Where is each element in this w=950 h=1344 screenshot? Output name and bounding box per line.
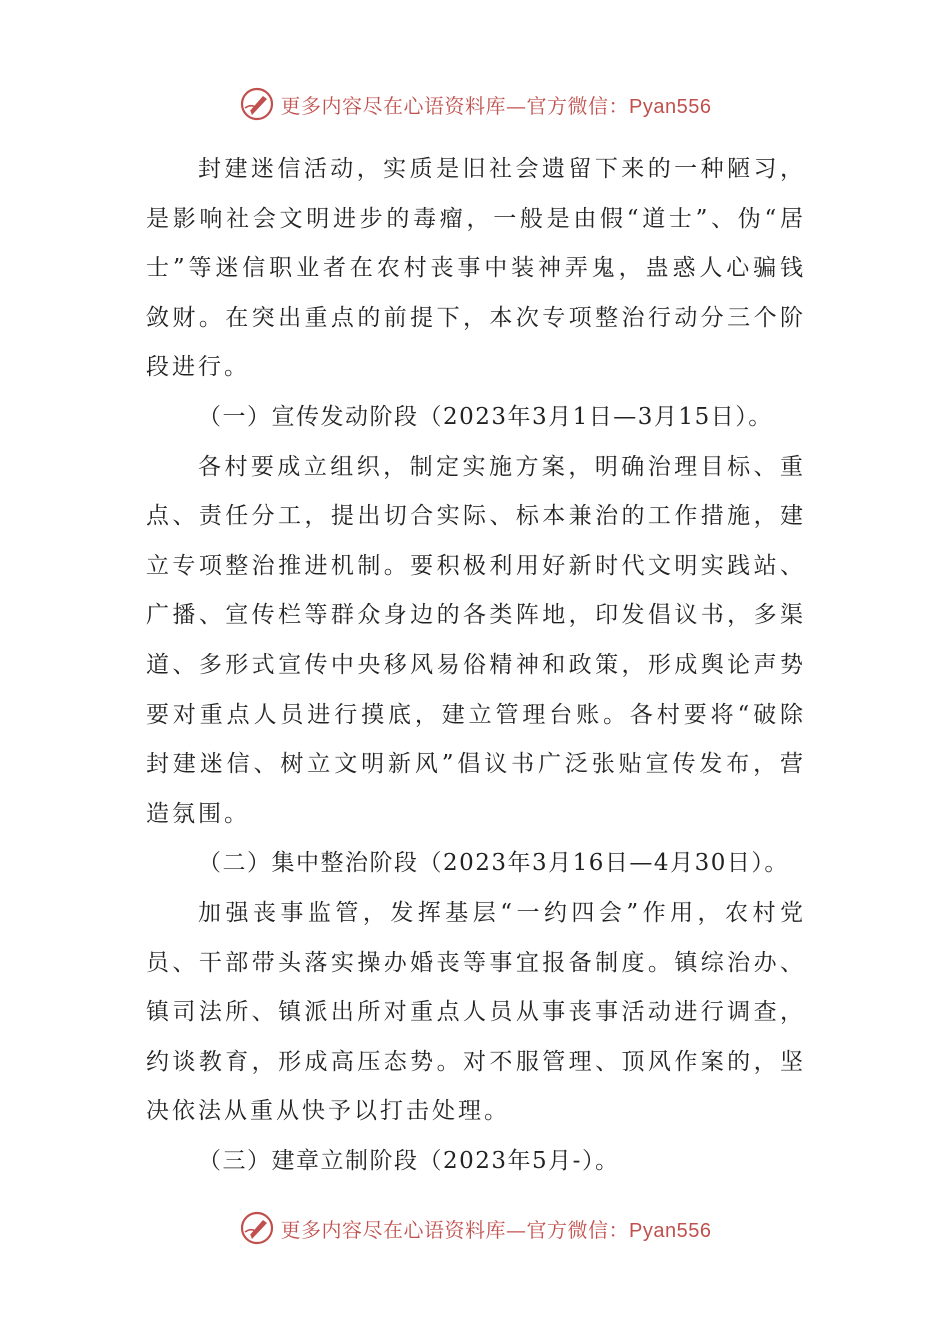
watermark-wechat-id: Pyan556 — [629, 95, 712, 118]
heading-stage-3: （三）建章立制阶段（2023年5月-）。 — [198, 1147, 620, 1174]
paragraph-intro: 封建迷信活动，实质是旧社会遗留下来的一种陋习，是影响社会文明进步的毒瘤，一般是由假“道士”、伪“居士”等迷信职业者在农村丧事中装神弄鬼，蛊惑人心骗钱敛财。在突出重点的前提下，本次专项整治行动分三个阶段进行。 — [146, 156, 806, 381]
watermark-wechat-id: Pyan556 — [629, 1219, 712, 1242]
watermark-header — [0, 84, 950, 124]
pen-logo-icon — [239, 86, 275, 122]
heading-stage-2: （二）集中整治阶段（2023年3月16日—4月30日）。 — [198, 850, 789, 877]
pen-logo-icon — [239, 1210, 275, 1246]
paragraph-stage-1: 各村要成立组织，制定实施方案，明确治理目标、重点、责任分工，提出切合实际、标本兼治的工作措施，建立专项整治推进机制。要积极利用好新时代文明实践站、广播、宣传栏等群众身边的各类阵地，印发倡议书，多渠道、多形式宣传中央移风易俗精神和政策，形成舆论声势要对重点人员进行摸底，建立管理台账。各村要将“破除封建迷信、树立文明新风”倡议书广泛张贴宣传发布，营造氛围。 — [146, 453, 806, 827]
document-body — [146, 145, 806, 1186]
watermark-text: 更多内容尽在心语资料库—官方微信：Pyan556 — [280, 93, 712, 118]
watermark-footer — [0, 1208, 950, 1248]
heading-stage-1: （一）宣传发动阶段（2023年3月1日—3月15日）。 — [198, 403, 773, 430]
paragraph-stage-2: 加强丧事监管，发挥基层“一约四会”作用，农村党员、干部带头落实操办婚丧等事宜报备制度。镇综治办、镇司法所、镇派出所对重点人员从事丧事活动进行调查，约谈教育，形成高压态势。对不服管理、顶风作案的，坚决依法从重从快予以打击处理。 — [146, 899, 806, 1125]
watermark-text: 更多内容尽在心语资料库—官方微信：Pyan556 — [280, 1217, 712, 1242]
